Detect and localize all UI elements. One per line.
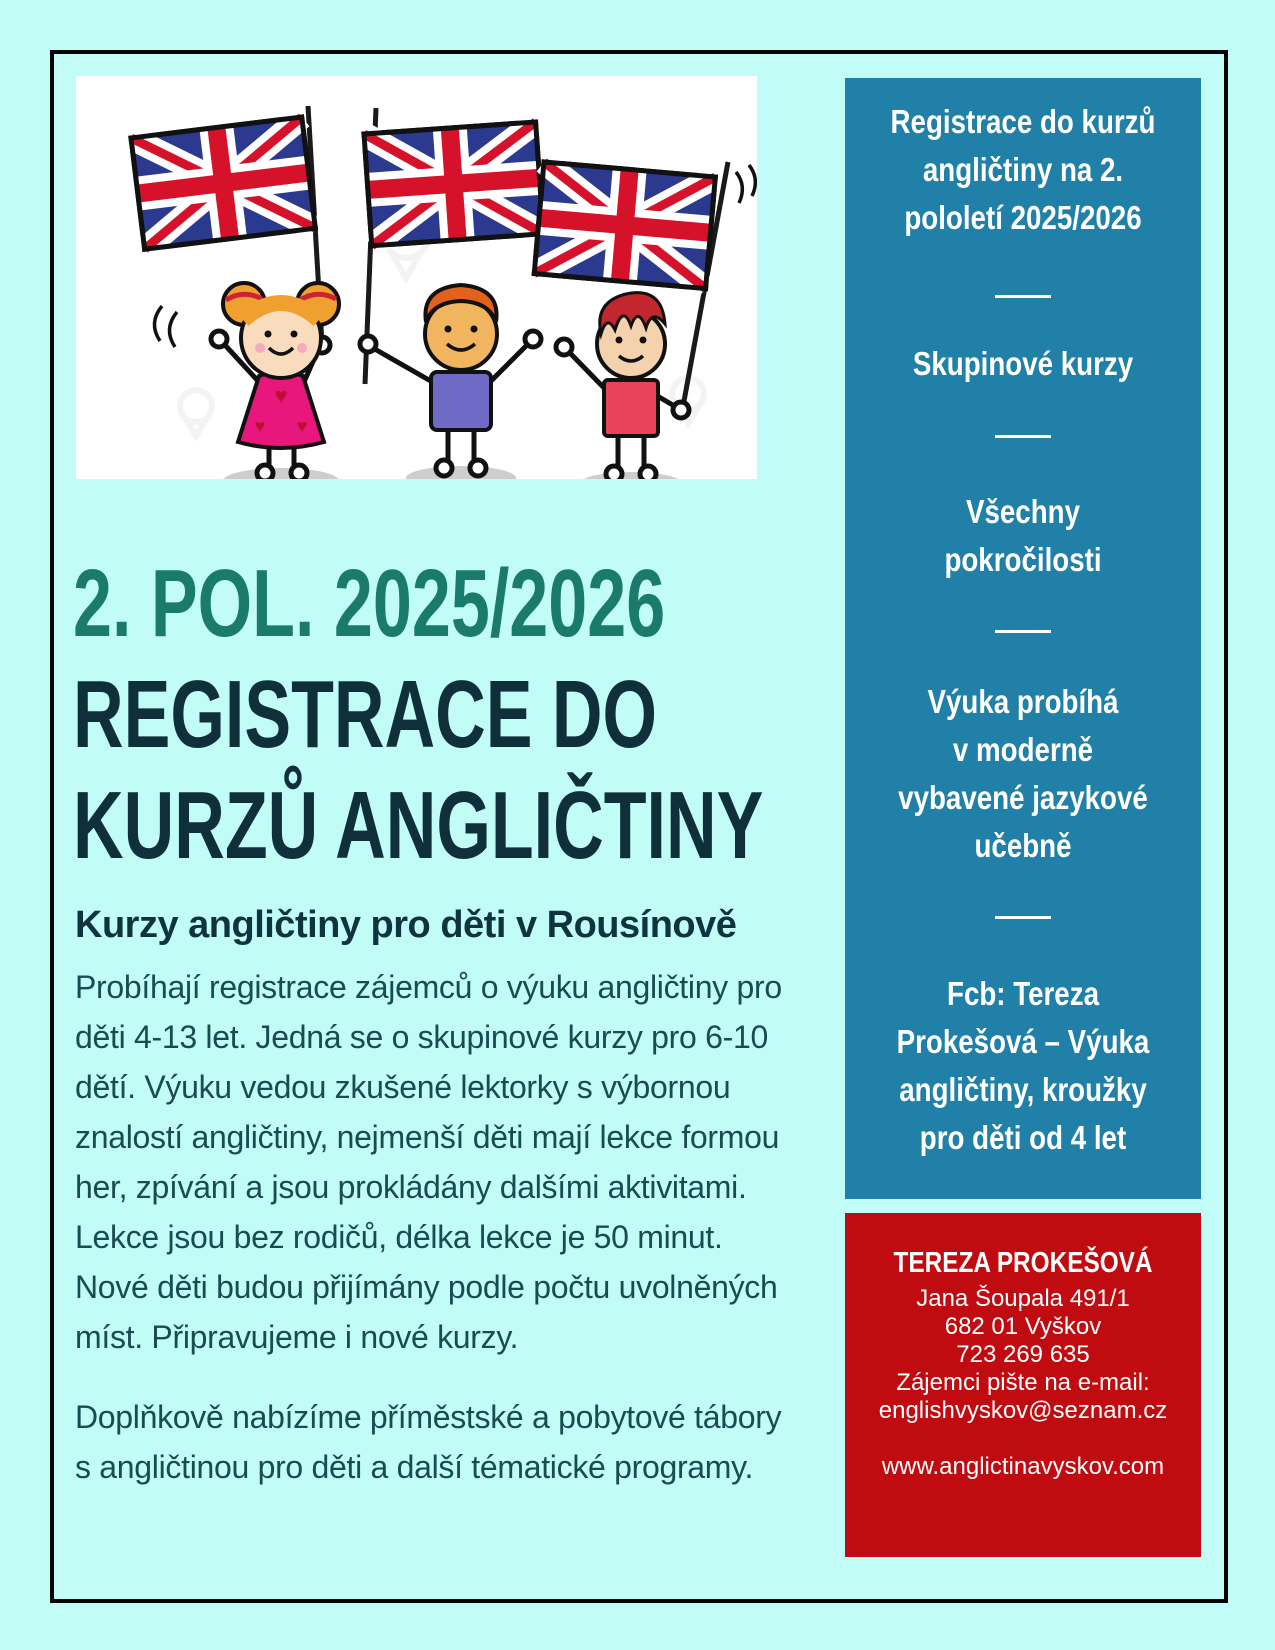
- body-line: dětí. Výuku vedou zkušené lektorky s výbornou: [75, 1069, 731, 1105]
- contact-email-label: Zájemci pište na e-mail:: [896, 1369, 1150, 1396]
- info-line: Registrace do kurzů: [890, 103, 1156, 140]
- info-line: Prokešová – Výuka: [896, 1023, 1150, 1060]
- body-line: děti 4-13 let. Jedná se o skupinové kurzy pro 6-10: [75, 1019, 768, 1055]
- body-line: znalostí angličtiny, nejmenší děti mají lekce formou: [75, 1119, 780, 1155]
- body-paragraph-2: [75, 1392, 781, 1492]
- info-line: angličtiny na 2.: [922, 151, 1124, 188]
- body-line: her, zpívání a jsou prokládány dalšími aktivitami.: [75, 1169, 747, 1205]
- info-line: Skupinové kurzy: [912, 345, 1134, 382]
- body-line: Lekce jsou bez rodičů, délka lekce je 50 minut.: [75, 1219, 723, 1255]
- info-item-facebook: [873, 970, 1172, 1162]
- svg-text:♥: ♥: [274, 383, 288, 408]
- svg-text:♥: ♥: [296, 416, 308, 436]
- contact-name: TEREZA PROKEŠOVÁ: [893, 1247, 1153, 1279]
- contact-details: [845, 1285, 1201, 1425]
- section-divider: [995, 295, 1051, 298]
- info-item-registration: [873, 98, 1172, 242]
- contact-email: englishvyskov@seznam.cz: [878, 1397, 1168, 1424]
- info-line: pokročilosti: [944, 541, 1102, 578]
- info-line: Výuka probíhá: [927, 683, 1119, 720]
- info-line: vybavené jazykové: [898, 779, 1148, 816]
- info-line: pro děti od 4 let: [919, 1119, 1127, 1156]
- body-line: Probíhají registrace zájemců o výuku angličtiny pro: [75, 969, 782, 1005]
- contact-address-line: Jana Šoupala 491/1: [916, 1285, 1130, 1312]
- page-title: [73, 548, 763, 881]
- body-line: Doplňkově nabízíme příměstské a pobytové tábory: [75, 1399, 782, 1435]
- info-item-levels: [873, 488, 1172, 584]
- body-line: míst. Připravujeme i nové kurzy.: [75, 1319, 519, 1355]
- info-line: v moderně: [952, 731, 1094, 768]
- contact-panel: [845, 1213, 1201, 1557]
- info-line: učebně: [974, 827, 1072, 864]
- uk-flag-icon: [131, 117, 315, 249]
- uk-flag-icon: [364, 122, 543, 246]
- contact-website: www.anglictinavyskov.com: [881, 1453, 1165, 1480]
- info-line: pololetí 2025/2026: [904, 199, 1142, 236]
- contact-phone: 723 269 635: [956, 1341, 1090, 1368]
- boy-figure: [360, 285, 541, 479]
- hero-image: [76, 76, 757, 479]
- section-divider: [995, 435, 1051, 438]
- kids-with-uk-flags-illustration: [76, 76, 757, 479]
- contact-address-line: 682 01 Vyškov: [944, 1313, 1102, 1340]
- child-figure: [556, 293, 689, 479]
- girl-figure: [211, 283, 339, 479]
- section-divider: [995, 916, 1051, 919]
- info-item-classroom: [873, 678, 1172, 870]
- body-line: Nové děti budou přijímány podle počtu uvolněných: [75, 1269, 778, 1305]
- section-divider: [995, 630, 1051, 633]
- page-title-line-1: 2. POL. 2025/2026: [73, 550, 666, 657]
- uk-flag-icon: [534, 162, 715, 289]
- info-line: Všechny: [965, 493, 1081, 530]
- page-title-line-2: REGISTRACE DO: [73, 661, 658, 768]
- info-line: angličtiny, kroužky: [899, 1071, 1147, 1108]
- section-subtitle: Kurzy angličtiny pro děti v Rousínově: [75, 904, 737, 946]
- info-item-group-courses: [873, 340, 1172, 388]
- page-title-line-3: KURZŮ ANGLIČTINY: [73, 772, 764, 879]
- info-line: Fcb: Tereza: [947, 975, 1099, 1012]
- body-paragraph-1: [75, 962, 782, 1362]
- svg-text:♥: ♥: [254, 416, 266, 436]
- info-panel: [845, 78, 1201, 1199]
- body-line: s angličtinou pro děti a další tématické programy.: [75, 1449, 754, 1485]
